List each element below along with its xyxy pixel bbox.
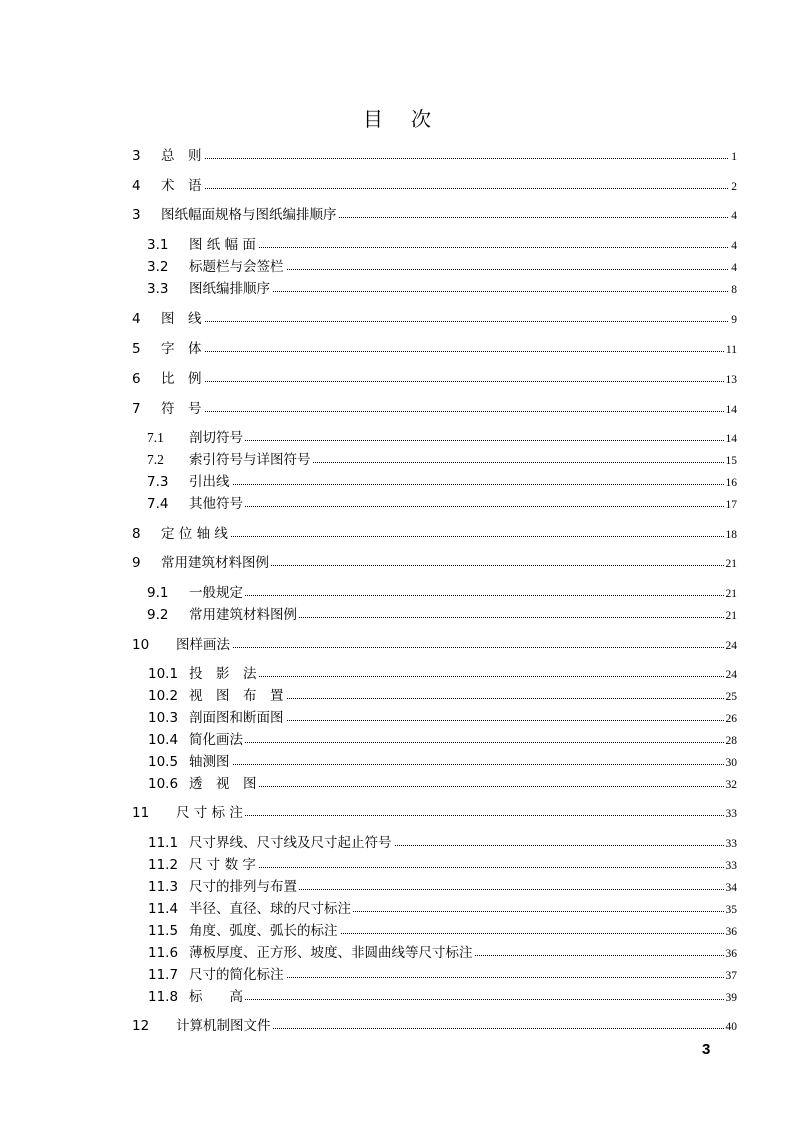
toc-entry-title: 图样画法 bbox=[176, 637, 230, 653]
toc-entry-number: 11.3 bbox=[148, 879, 179, 895]
toc-leader-dots bbox=[189, 764, 730, 765]
toc-entry-number: 3.2 bbox=[147, 259, 169, 275]
toc-entry bbox=[0, 709, 794, 727]
toc-entry-number: 11.8 bbox=[148, 989, 179, 1005]
toc-entry-number: 10.1 bbox=[148, 666, 179, 682]
toc-entry-title: 索引符号与详图符号 bbox=[189, 452, 311, 468]
toc-entry-number: 10.5 bbox=[148, 754, 179, 770]
toc-entry bbox=[0, 258, 794, 276]
toc-entry-number: 8 bbox=[132, 526, 141, 542]
toc-leader-dots bbox=[189, 440, 730, 441]
toc-entry-number: 3 bbox=[132, 148, 141, 164]
toc-entry bbox=[0, 525, 794, 543]
toc-entry-title: 视 图 布 置 bbox=[189, 688, 284, 704]
toc-entry bbox=[0, 400, 794, 418]
toc-entry-page: 24 bbox=[724, 666, 738, 684]
toc-leader-dots bbox=[189, 247, 730, 248]
toc-entry bbox=[0, 206, 794, 224]
toc-entry-title: 剖面图和断面图 bbox=[189, 710, 284, 726]
toc-entry-page: 21 bbox=[724, 555, 738, 573]
toc-entry-number: 9.2 bbox=[147, 607, 169, 623]
toc-entry-number: 10 bbox=[132, 637, 150, 653]
toc-leader-dots bbox=[161, 188, 730, 189]
toc-leader-dots bbox=[189, 484, 730, 485]
toc-entry bbox=[0, 429, 794, 447]
toc-entry bbox=[0, 236, 794, 254]
toc-leader-dots bbox=[161, 158, 730, 159]
title-char-2: 次 bbox=[411, 107, 431, 131]
toc-entry-page: 21 bbox=[724, 607, 738, 625]
page-title bbox=[0, 103, 794, 132]
toc-entry-title: 尺寸的排列与布置 bbox=[189, 879, 297, 895]
toc-entry bbox=[0, 988, 794, 1006]
toc-entry-number: 11 bbox=[132, 805, 150, 821]
toc-leader-dots bbox=[161, 321, 730, 322]
toc-entry-number: 10.6 bbox=[148, 776, 179, 792]
toc-entry-number: 10.3 bbox=[148, 710, 179, 726]
toc-entry bbox=[0, 370, 794, 388]
toc-entry-page: 1 bbox=[729, 148, 737, 166]
toc-entry bbox=[0, 665, 794, 683]
toc-entry bbox=[0, 310, 794, 328]
toc-entry bbox=[0, 834, 794, 852]
toc-entry-page: 18 bbox=[724, 526, 738, 544]
toc-entry-page: 25 bbox=[724, 688, 738, 706]
toc-entry-title: 角度、弧度、弧长的标注 bbox=[189, 923, 338, 939]
toc-entry-page: 11 bbox=[724, 341, 737, 359]
toc-entry-page: 35 bbox=[724, 901, 738, 919]
toc-entry-page: 9 bbox=[729, 311, 737, 329]
toc-entry bbox=[0, 340, 794, 358]
toc-leader-dots bbox=[161, 536, 730, 537]
toc-entry bbox=[0, 687, 794, 705]
toc-entry bbox=[0, 753, 794, 771]
toc-entry bbox=[0, 856, 794, 874]
toc-entry-page: 34 bbox=[724, 879, 738, 897]
toc-entry bbox=[0, 636, 794, 654]
toc-entry bbox=[0, 1017, 794, 1035]
toc-leader-dots bbox=[189, 786, 730, 787]
toc-entry-title: 常用建筑材料图例 bbox=[161, 555, 269, 571]
toc-entry-page: 33 bbox=[724, 835, 738, 853]
toc-entry bbox=[0, 775, 794, 793]
toc-entry-number: 7 bbox=[132, 401, 141, 417]
toc-entry-title: 其他符号 bbox=[189, 496, 243, 512]
toc-entry-number: 7.4 bbox=[147, 496, 169, 512]
toc-leader-dots bbox=[189, 742, 730, 743]
toc-entry bbox=[0, 495, 794, 513]
toc-entry-page: 4 bbox=[729, 259, 737, 277]
toc-entry bbox=[0, 804, 794, 822]
toc-entry-page: 4 bbox=[729, 207, 737, 225]
toc-leader-dots bbox=[189, 867, 730, 868]
toc-entry bbox=[0, 900, 794, 918]
toc-leader-dots bbox=[161, 411, 730, 412]
toc-leader-dots bbox=[161, 351, 730, 352]
toc-entry bbox=[0, 473, 794, 491]
toc-entry bbox=[0, 922, 794, 940]
toc-entry-title: 简化画法 bbox=[189, 732, 243, 748]
toc-entry-title: 字 体 bbox=[161, 341, 202, 357]
toc-entry-page: 39 bbox=[724, 989, 738, 1007]
toc-entry-number: 5 bbox=[132, 341, 141, 357]
toc-entry bbox=[0, 966, 794, 984]
toc-entry-title: 定 位 轴 线 bbox=[161, 526, 228, 542]
toc-entry-title: 尺寸的简化标注 bbox=[189, 967, 284, 983]
toc-entry-page: 33 bbox=[724, 805, 738, 823]
toc-entry-page: 36 bbox=[724, 945, 738, 963]
toc-entry-page: 37 bbox=[724, 967, 738, 985]
title-char-1: 目 bbox=[363, 107, 383, 131]
toc-entry-number: 3.3 bbox=[147, 281, 169, 297]
toc-entry-number: 3.1 bbox=[147, 237, 169, 253]
toc-entry-number: 7.2 bbox=[147, 452, 164, 467]
toc-entry-page: 8 bbox=[729, 281, 737, 299]
toc-entry-page: 28 bbox=[724, 732, 738, 750]
toc-entry-title: 标题栏与会签栏 bbox=[189, 259, 284, 275]
toc-entry-page: 2 bbox=[729, 178, 737, 196]
toc-leader-dots bbox=[189, 999, 730, 1000]
toc-entry-number: 10.2 bbox=[148, 688, 179, 704]
toc-entry-title: 标 高 bbox=[189, 989, 243, 1005]
toc-leader-dots bbox=[189, 595, 730, 596]
toc-entry-number: 11.7 bbox=[148, 967, 179, 983]
toc-entry-number: 7.3 bbox=[147, 474, 169, 490]
toc-entry-page: 40 bbox=[724, 1018, 738, 1036]
toc-entry-page: 14 bbox=[724, 430, 738, 448]
toc-entry-title: 尺 寸 数 字 bbox=[189, 857, 256, 873]
toc-entry bbox=[0, 280, 794, 298]
toc-entry-number: 3 bbox=[132, 207, 141, 223]
toc-entry-title: 总 则 bbox=[161, 148, 202, 164]
toc-entry-title: 图纸编排顺序 bbox=[189, 281, 270, 297]
toc-entry-title: 图 纸 幅 面 bbox=[189, 237, 256, 253]
toc-entry-number: 4 bbox=[132, 178, 141, 194]
toc-leader-dots bbox=[176, 647, 730, 648]
toc-entry-number: 12 bbox=[132, 1018, 150, 1034]
toc-entry-title: 投 影 法 bbox=[189, 666, 257, 682]
toc-entry-page: 36 bbox=[724, 923, 738, 941]
toc-entry-page: 13 bbox=[724, 371, 738, 389]
toc-entry-page: 21 bbox=[724, 585, 738, 603]
toc-entry-number: 11.2 bbox=[148, 857, 179, 873]
toc-entry bbox=[0, 147, 794, 165]
toc-entry bbox=[0, 944, 794, 962]
toc-entry-number: 6 bbox=[132, 371, 141, 387]
toc-entry bbox=[0, 451, 794, 469]
toc-entry-title: 剖切符号 bbox=[189, 430, 243, 446]
toc-entry-title: 薄板厚度、正方形、坡度、非圆曲线等尺寸标注 bbox=[189, 945, 473, 961]
toc-leader-dots bbox=[189, 506, 730, 507]
toc-entry-number: 11.4 bbox=[148, 901, 179, 917]
toc-entry-page: 32 bbox=[724, 776, 738, 794]
toc-entry-number: 11.5 bbox=[148, 923, 179, 939]
toc-entry-title: 常用建筑材料图例 bbox=[189, 607, 297, 623]
toc-entry-number: 10.4 bbox=[148, 732, 179, 748]
toc-entry-page: 16 bbox=[724, 474, 738, 492]
toc-entry-page: 14 bbox=[724, 401, 738, 419]
toc-entry bbox=[0, 177, 794, 195]
toc-entry-title: 计算机制图文件 bbox=[176, 1018, 271, 1034]
toc-entry bbox=[0, 584, 794, 602]
toc-entry bbox=[0, 731, 794, 749]
toc-entry-page: 17 bbox=[724, 496, 738, 514]
toc-leader-dots bbox=[176, 815, 730, 816]
toc-entry-page: 15 bbox=[724, 452, 738, 470]
toc-entry-title: 一般规定 bbox=[189, 585, 243, 601]
toc-entry bbox=[0, 554, 794, 572]
toc-entry-title: 比 例 bbox=[161, 371, 202, 387]
toc-entry-title: 尺 寸 标 注 bbox=[176, 805, 243, 821]
toc-leader-dots bbox=[161, 381, 730, 382]
toc-entry-title: 透 视 图 bbox=[189, 776, 257, 792]
toc-entry-page: 4 bbox=[729, 237, 737, 255]
toc-entry-number: 9 bbox=[132, 555, 141, 571]
toc-entry-page: 26 bbox=[724, 710, 738, 728]
toc-entry-number: 9.1 bbox=[147, 585, 169, 601]
toc-entry bbox=[0, 606, 794, 624]
toc-entry-number: 11.1 bbox=[148, 835, 179, 851]
toc-entry-title: 术 语 bbox=[161, 178, 202, 194]
toc-entry-title: 半径、直径、球的尺寸标注 bbox=[189, 901, 351, 917]
toc-entry-title: 引出线 bbox=[189, 474, 230, 490]
toc-entry-title: 图 线 bbox=[161, 311, 202, 327]
toc-entry-title: 轴测图 bbox=[189, 754, 230, 770]
toc-entry bbox=[0, 878, 794, 896]
page-number: 3 bbox=[702, 1041, 711, 1058]
toc-entry-number: 7.1 bbox=[147, 430, 164, 445]
toc-entry-number: 4 bbox=[132, 311, 141, 327]
toc-entry-title: 尺寸界线、尺寸线及尺寸起止符号 bbox=[189, 835, 392, 851]
toc-leader-dots bbox=[189, 676, 730, 677]
toc-entry-number: 11.6 bbox=[148, 945, 179, 961]
toc-entry-page: 30 bbox=[724, 754, 738, 772]
toc-entry-page: 24 bbox=[724, 637, 738, 655]
toc-entry-page: 33 bbox=[724, 857, 738, 875]
toc-entry-title: 图纸幅面规格与图纸编排顺序 bbox=[161, 207, 337, 223]
toc-entry-title: 符 号 bbox=[161, 401, 202, 417]
